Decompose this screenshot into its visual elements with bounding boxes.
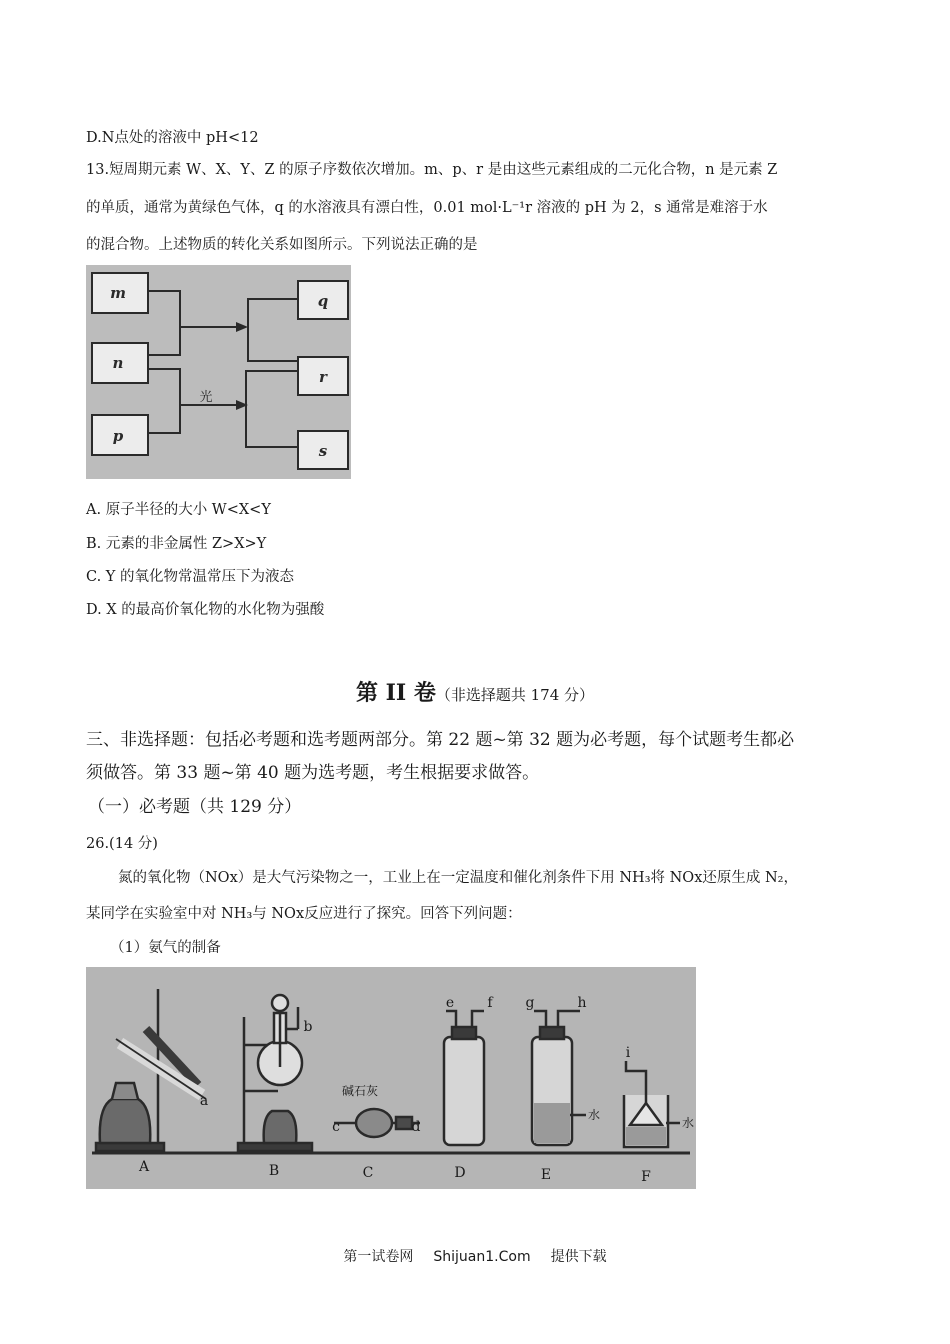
section-subtitle: （非选择题共 174 分）: [435, 686, 595, 704]
port-d: d: [411, 1119, 421, 1135]
section-title: [0, 676, 950, 707]
part3-required-heading: （一）必考题（共 129 分）: [88, 797, 302, 817]
q13-conversion-diagram: [86, 265, 351, 479]
page-footer: [0, 1246, 950, 1266]
section-main-title: 第 II 卷: [355, 680, 436, 706]
q13-number: 13.: [86, 162, 110, 178]
q13-option-d: D. X 的最高价氧化物的水化物为强酸: [86, 602, 325, 618]
label-m: m: [110, 284, 126, 302]
q13-stem-line-2: 的单质，通常为黄绿色气体，q 的水溶液具有漂白性，0.01 mol·L⁻¹r 溶液的 pH 为 2，s 通常是难溶于水: [86, 200, 768, 216]
label-B: B: [268, 1163, 280, 1179]
label-E: E: [540, 1167, 552, 1183]
water-label-e: 水: [588, 1108, 601, 1122]
q13-option-b: B. 元素的非金属性 Z>X>Y: [86, 536, 267, 552]
port-g: g: [525, 995, 535, 1011]
footer-left: 第一试卷网: [343, 1249, 414, 1265]
arrow-label-light: 光: [199, 390, 213, 405]
water-label-f: 水: [682, 1116, 695, 1130]
port-h: h: [577, 995, 587, 1011]
q13-diagram-svg: [86, 265, 351, 479]
q12-option-d: D.N点处的溶液中 pH<12: [86, 130, 259, 146]
port-b: b: [303, 1019, 313, 1035]
label-p: p: [112, 427, 124, 445]
port-c: c: [332, 1119, 340, 1135]
q13-stem-line-1: [86, 160, 777, 180]
label-A: A: [138, 1159, 150, 1175]
q13-option-a: A. 原子半径的大小 W<X<Y: [86, 502, 271, 518]
port-a: a: [199, 1093, 209, 1109]
label-r: r: [319, 368, 327, 386]
label-s: s: [318, 442, 328, 460]
label-n: n: [112, 354, 124, 372]
apparatus-svg: [86, 967, 696, 1189]
port-i: i: [625, 1045, 631, 1061]
port-e: e: [445, 995, 455, 1011]
label-q: q: [317, 292, 329, 310]
q26-header: 26.(14 分): [86, 836, 158, 852]
label-F: F: [641, 1169, 651, 1185]
q26-paragraph-line-1: 氮的氧化物（NOx）是大气污染物之一，工业上在一定温度和催化剂条件下用 NH₃将 NOx还原生成 N₂，: [118, 870, 798, 886]
q13-option-c: C. Y 的氧化物常温常压下为液态: [86, 569, 294, 585]
q13-stem-text-1: 短周期元素 W、X、Y、Z 的原子序数依次增加。m、p、r 是由这些元素组成的二元化合物，n 是元素 Z: [109, 162, 778, 178]
label-D: D: [454, 1165, 466, 1181]
label-C: C: [362, 1165, 374, 1181]
q26-paragraph-line-2: 某同学在实验室中对 NH₃与 NOx反应进行了探究。回答下列问题：: [86, 906, 522, 922]
footer-right: 提供下载: [550, 1249, 607, 1265]
q13-stem-line-3: 的混合物。上述物质的转化关系如图所示。下列说法正确的是: [86, 237, 478, 253]
footer-site: Shijuan1.Com: [433, 1249, 531, 1265]
apparatus-figure: [86, 967, 696, 1189]
part3-line-2: 须做答。第 33 题~第 40 题为选考题，考生根据要求做答。: [86, 763, 540, 783]
part3-line-1: 三、非选择题：包括必考题和选考题两部分。第 22 题~第 32 题为必考题，每个试题考生都必: [86, 730, 795, 750]
port-f: f: [487, 995, 493, 1011]
q26-sub-question-1: （1）氨气的制备: [110, 940, 221, 956]
soda-lime-label: 碱石灰: [342, 1084, 379, 1098]
